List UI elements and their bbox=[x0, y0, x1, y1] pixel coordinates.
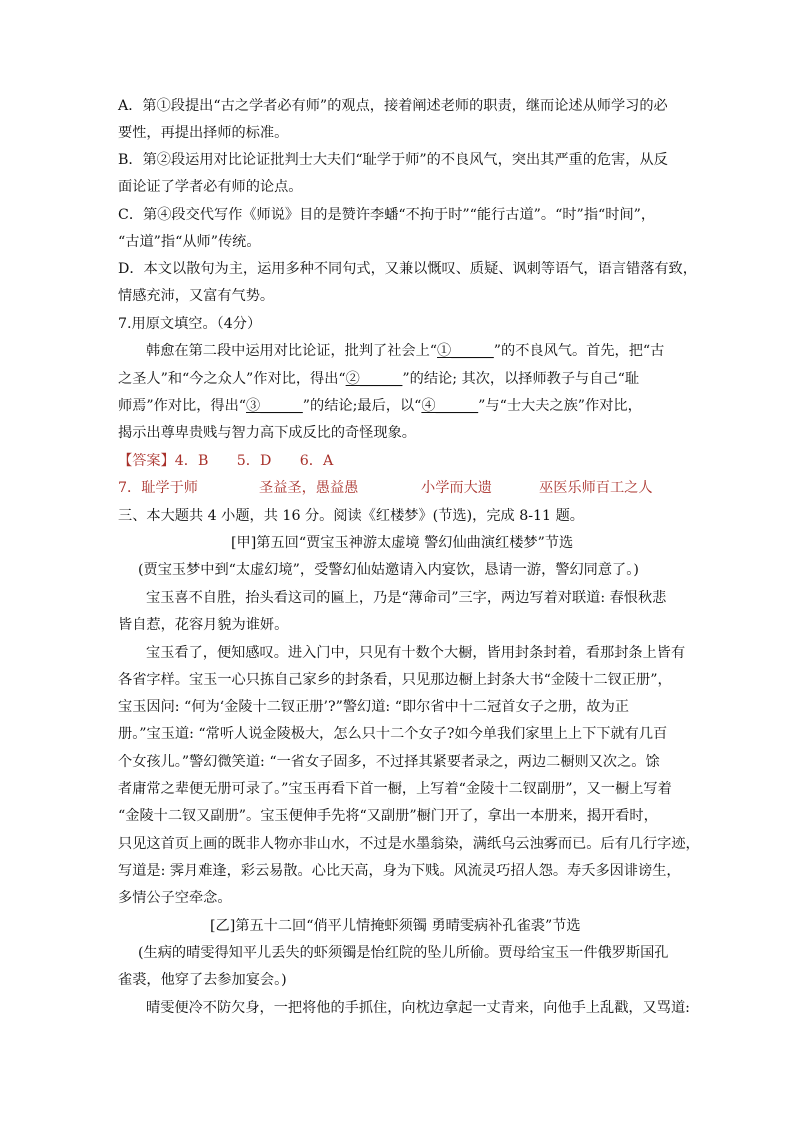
yi-p1-line-1: 晴雯便冷不防欠身，一把将他的手抓住，向枕边拿起一丈青来，向他手上乱戳，又骂道: bbox=[146, 1000, 690, 1016]
answer-line-mc bbox=[118, 451, 794, 471]
answer-7-3: 小学而大遗 bbox=[421, 480, 492, 496]
option-d-line-1: D．本文以散句为主，运用多种不同句式，又兼以慨叹、质疑、讽刺等语气，语言错落有致， bbox=[118, 261, 697, 277]
yi-note-line-2: 雀裘，他穿了去参加宴会。) bbox=[118, 972, 287, 988]
jia-p2-line-4: 册。”宝玉道: “常听人说金陵极大，怎么只十二个女子?如今单我们家里上上下下就有几百 bbox=[118, 726, 668, 742]
option-c-line-1: C．第④段交代写作《师说》目的是赞许李蟠“不拘于时”“能行古道”。“时”指“时间”， bbox=[118, 207, 656, 223]
question-7-title: 7.用原文填空。（4分） bbox=[118, 316, 262, 332]
jia-p1-line-1: 宝玉喜不自胜，抬头看这司的匾上，乃是“薄命司”三字，两边写着对联道: 春恨秋悲 bbox=[146, 590, 667, 606]
answer-7-2: 圣益圣，愚益愚 bbox=[259, 480, 359, 496]
option-a-line-1: A．第①段提出“古之学者必有师”的观点，接着阐述老师的职责，继而论述从师学习的必 bbox=[118, 98, 668, 114]
option-b-line-1: B．第②段运用对比论证批判士大夫们“耻学于师”的不良风气，突出其严重的危害，从反 bbox=[118, 152, 668, 168]
option-a-line-2: 要性，再提出择师的标准。 bbox=[118, 125, 289, 141]
jia-p2-line-8: 只见这首页上画的既非人物亦非山水，不过是水墨翁染，满纸乌云浊雾而已。后有几行字迹， bbox=[118, 836, 700, 852]
jia-p2-line-3: 宝玉因问: “何为‘金陵十二钗正册’?”警幻道: “即尔省中十二冠首女子之册，故为正 bbox=[118, 699, 629, 715]
yi-note-line-1: (生病的晴雯得知平儿丢失的虾须镯是怡红院的坠儿所偷。贾母给宝玉一件俄罗斯国孔 bbox=[138, 945, 669, 961]
blank-3[interactable]: ③______ bbox=[246, 398, 303, 414]
question-7-line-2: 之圣人”和“今之众人”作对比，得出“②______”的结论; 其次，以择师教子与自己“耻 bbox=[118, 371, 640, 387]
answer-mc: 4．B 5．D 6．A bbox=[174, 453, 334, 469]
answer-7-1: 7．耻学于师 bbox=[118, 480, 198, 496]
question-7-line-1: 韩愈在第二段中运用对比论证，批判了社会上“①______”的不良风气。首先，把“古 bbox=[146, 343, 665, 359]
blank-4[interactable]: ④______ bbox=[421, 398, 479, 414]
answer-7-4: 巫医乐师百工之人 bbox=[539, 480, 653, 496]
blank-1[interactable]: ①______ bbox=[437, 343, 494, 359]
jia-p2-line-6: 者庸常之辈便无册可录了。”宝玉再看下首一橱，上写着“金陵十二钗副册”，又一橱上写着 bbox=[118, 781, 672, 797]
jia-note: (贾宝玉梦中到“太虚幻境”，受警幻仙姑邀请入内宴饮，恳请一游，警幻同意了。) bbox=[138, 562, 639, 578]
option-c-line-2: “古道”指“从师”传统。 bbox=[118, 234, 261, 250]
option-b-line-2: 面论证了学者必有师的论点。 bbox=[118, 179, 303, 195]
option-d-line-2: 情感充沛，又富有气势。 bbox=[118, 288, 275, 304]
jia-p2-line-10: 多情公子空牵念。 bbox=[118, 890, 232, 906]
answer-label: 【答案】 bbox=[118, 453, 175, 469]
section-3-intro: 三、本大题共 4 小题，共 16 分。阅读《红楼梦》(节选)，完成 8-11 题。 bbox=[118, 508, 584, 524]
jia-p2-line-2: 各省字样。宝玉一心只拣自己家乡的封条看，只见那边橱上封条大书“金陵十二钗正册”， bbox=[118, 672, 672, 688]
jia-p2-line-7: “金陵十二钗又副册”。宝玉便伸手先将“又副册”橱门开了，拿出一本册来，揭开看时， bbox=[118, 808, 658, 824]
blank-2[interactable]: ②______ bbox=[345, 371, 403, 387]
jia-p2-line-5: 个女孩儿。”警幻微笑道: “一省女子固多，不过择其紧要者录之，两边二橱则又次之。馀 bbox=[118, 754, 660, 770]
jia-p1-line-2: 皆自惹，花容月貌为谁妍。 bbox=[118, 617, 289, 633]
question-7-line-4: 揭示出尊卑贵贱与智力高下成反比的奇怪现象。 bbox=[118, 425, 416, 441]
jia-title: [甲]第五回“贾宝玉神游太虚境 警幻仙曲演红楼梦”节选 bbox=[231, 535, 574, 551]
question-7-line-3: 师焉”作对比，得出“③______”的结论;最后，以“④______”与“士大夫之族”作对比， bbox=[118, 398, 642, 414]
jia-p2-line-1: 宝玉看了，便知感叹。进入门中，只见有十数个大橱，皆用封条封着，看那封条上皆有 bbox=[146, 645, 686, 661]
yi-title: [乙]第五十二回“俏平儿情掩虾须镯 勇晴雯病补孔雀裘”节选 bbox=[210, 918, 581, 934]
jia-p2-line-9: 写道是: 霁月难逢，彩云易散。心比天高，身为下贱。风流灵巧招人怨。寿夭多因诽谤生， bbox=[118, 863, 681, 879]
